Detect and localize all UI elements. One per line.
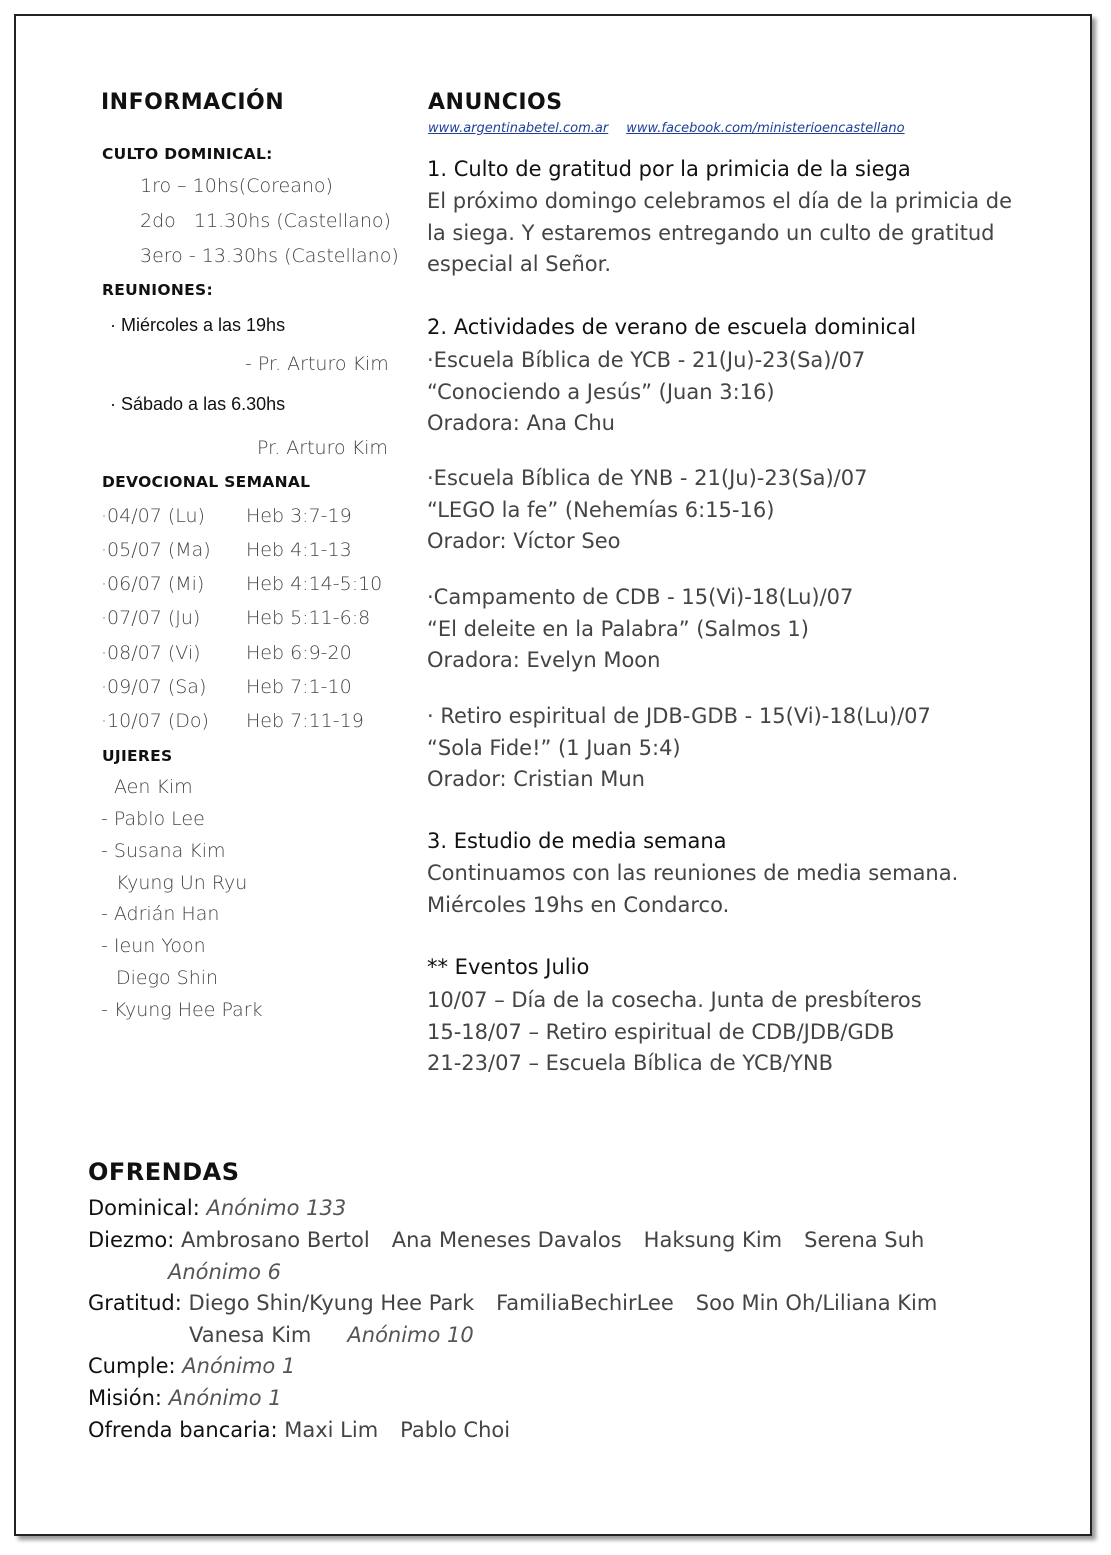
announcement-1-title: 1. Culto de gratitud por la primicia de la siega bbox=[427, 157, 911, 181]
ofrenda-label: Dominical: bbox=[88, 1196, 200, 1220]
donor-name: Diego Shin/Kyung Hee Park bbox=[188, 1291, 475, 1315]
ofrenda-label: Gratitud: bbox=[88, 1291, 182, 1315]
ofrenda-gratitud-cont bbox=[189, 1323, 474, 1347]
event-line: 15-18/07 – Retiro espiritual de CDB/JDB/GDB bbox=[427, 1019, 895, 1044]
reunion-pastor-2: Pr. Arturo Kim bbox=[257, 437, 388, 459]
body-line: “Sola Fide!” (1 Juan 5:4) bbox=[427, 735, 681, 760]
body-line: ·Campamento de CDB - 15(Vi)-18(Lu)/07 bbox=[427, 585, 854, 609]
ujier-name: Kyung Un Ryu bbox=[116, 872, 248, 894]
event-jdb-gdb bbox=[427, 701, 931, 796]
event-line: 10/07 – Día de la cosecha. Junta de presbíteros bbox=[427, 988, 922, 1012]
ofrenda-dominical bbox=[88, 1196, 346, 1220]
links-row bbox=[428, 121, 923, 136]
devocional-ref: Heb 7:11-19 bbox=[246, 710, 364, 732]
devocional-date: ·08/07 (Vi) bbox=[101, 642, 201, 664]
body-line: “Conociendo a Jesús” (Juan 3:16) bbox=[427, 379, 775, 404]
culto-heading: CULTO DOMINICAL: bbox=[102, 145, 273, 163]
ujier-name: - Ieun Yoon bbox=[101, 935, 206, 957]
announcement-1-body bbox=[427, 186, 1012, 281]
ujier-name: - Kyung Hee Park bbox=[101, 999, 263, 1021]
devocional-date: ·07/07 (Ju) bbox=[101, 607, 201, 629]
donor-name: Ana Meneses Davalos bbox=[391, 1228, 622, 1252]
donor-name: FamiliaBechirLee bbox=[496, 1291, 674, 1315]
body-line: ·Escuela Bíblica de YCB - 21(Ju)-23(Sa)/07 bbox=[427, 348, 866, 372]
devocional-date: ·10/07 (Do) bbox=[101, 710, 209, 732]
donor-name: Ambrosano Bertol bbox=[181, 1228, 370, 1252]
ofrenda-mision bbox=[88, 1386, 282, 1410]
info-title: INFORMACIÓN bbox=[101, 90, 285, 115]
devocional-date: ·05/07 (Ma) bbox=[101, 539, 211, 561]
eventos-list bbox=[427, 985, 922, 1080]
ofrenda-diezmo-anon bbox=[168, 1260, 281, 1284]
announcement-2-title: 2. Actividades de verano de escuela dominical bbox=[427, 315, 917, 339]
ofrendas-title: OFRENDAS bbox=[88, 1158, 240, 1186]
ofrenda-label: Ofrenda bancaria: bbox=[88, 1418, 278, 1442]
reunion-item-1: · Miércoles a las 19hs bbox=[110, 315, 286, 335]
donor-name: Serena Suh bbox=[804, 1228, 925, 1252]
body-line: Oradora: Ana Chu bbox=[427, 411, 615, 435]
ofrenda-bancaria bbox=[88, 1418, 510, 1442]
body-line: · Retiro espiritual de JDB-GDB - 15(Vi)-18(Lu)/07 bbox=[427, 704, 931, 728]
body-line: El próximo domingo celebramos el día de la primicia de bbox=[427, 189, 1013, 213]
website-link[interactable]: www.argentinabetel.com.ar bbox=[428, 121, 609, 136]
announcement-3-title: 3. Estudio de media semana bbox=[427, 829, 727, 853]
donor-name: Pablo Choi bbox=[400, 1418, 511, 1442]
donor-name: Vanesa Kim bbox=[189, 1323, 312, 1347]
body-line: “LEGO la fe” (Nehemías 6:15-16) bbox=[427, 497, 775, 522]
anonimo: Anónimo 1 bbox=[182, 1354, 296, 1378]
anuncios-title: ANUNCIOS bbox=[428, 90, 563, 115]
anonimo: Anónimo 1 bbox=[168, 1386, 282, 1410]
devocional-ref: Heb 7:1-10 bbox=[246, 676, 352, 698]
ujier-name: - Pablo Lee bbox=[101, 808, 205, 830]
ofrenda-gratitud bbox=[88, 1291, 937, 1315]
anonimo: Anónimo 10 bbox=[347, 1323, 474, 1347]
donor-name: Haksung Kim bbox=[643, 1228, 783, 1252]
devocional-date: ·06/07 (Mi) bbox=[101, 573, 205, 595]
ofrenda-label: Cumple: bbox=[88, 1354, 176, 1378]
ujier-name: Aen Kim bbox=[114, 776, 193, 798]
facebook-link[interactable]: www.facebook.com/ministerioencastellano bbox=[626, 121, 905, 136]
ujier-name: Diego Shin bbox=[116, 967, 219, 989]
devocional-ref: Heb 4:1-13 bbox=[246, 539, 352, 561]
anonimo: Anónimo 6 bbox=[168, 1260, 282, 1284]
body-line: ·Escuela Bíblica de YNB - 21(Ju)-23(Sa)/07 bbox=[427, 466, 868, 490]
event-ycb bbox=[427, 345, 865, 440]
ofrenda-label: Misión: bbox=[88, 1386, 162, 1410]
ujier-name: - Susana Kim bbox=[101, 840, 226, 862]
body-line: Miércoles 19hs en Condarco. bbox=[427, 892, 730, 917]
culto-item-1: 1ro – 10hs(Coreano) bbox=[140, 175, 333, 197]
devocional-ref: Heb 5:11-6:8 bbox=[246, 607, 371, 629]
culto-item-2: 2do 11.30hs (Castellano) bbox=[140, 210, 391, 232]
body-line: “El deleite en la Palabra” (Salmos 1) bbox=[427, 616, 809, 641]
eventos-title: ** Eventos Julio bbox=[427, 955, 590, 979]
devocional-ref: Heb 3:7-19 bbox=[246, 505, 352, 527]
body-line: Oradora: Evelyn Moon bbox=[427, 648, 661, 672]
donor-name: Soo Min Oh/Liliana Kim bbox=[695, 1291, 938, 1315]
body-line: especial al Señor. bbox=[427, 252, 612, 276]
reunion-pastor-1: - Pr. Arturo Kim bbox=[245, 353, 389, 375]
devocional-ref: Heb 4:14-5:10 bbox=[246, 573, 383, 595]
body-line: Continuamos con las reuniones de media semana. bbox=[427, 861, 959, 885]
devocional-heading: DEVOCIONAL SEMANAL bbox=[102, 473, 311, 491]
devocional-date: ·09/07 (Sa) bbox=[101, 676, 207, 698]
body-line: Orador: Víctor Seo bbox=[427, 529, 621, 553]
event-cdb bbox=[427, 582, 853, 677]
body-line: la siega. Y estaremos entregando un culto de gratitud bbox=[427, 220, 995, 245]
devocional-ref: Heb 6:9-20 bbox=[246, 642, 352, 664]
ujier-name: - Adrián Han bbox=[101, 903, 220, 925]
devocional-date: ·04/07 (Lu) bbox=[101, 505, 205, 527]
ujieres-heading: UJIERES bbox=[102, 747, 173, 765]
ofrenda-label: Diezmo: bbox=[88, 1228, 175, 1252]
anonimo: Anónimo 133 bbox=[206, 1196, 347, 1220]
reuniones-heading: REUNIONES: bbox=[102, 281, 213, 299]
reunion-item-2: · Sábado a las 6.30hs bbox=[110, 394, 286, 414]
ofrenda-cumple bbox=[88, 1354, 295, 1378]
ofrenda-diezmo bbox=[88, 1228, 924, 1252]
culto-item-3: 3ero - 13.30hs (Castellano) bbox=[140, 245, 399, 267]
event-line: 21-23/07 – Escuela Bíblica de YCB/YNB bbox=[427, 1051, 834, 1075]
donor-name: Maxi Lim bbox=[284, 1418, 379, 1442]
announcement-3-body bbox=[427, 858, 958, 921]
body-line: Orador: Cristian Mun bbox=[427, 767, 645, 791]
event-ynb bbox=[427, 463, 867, 558]
